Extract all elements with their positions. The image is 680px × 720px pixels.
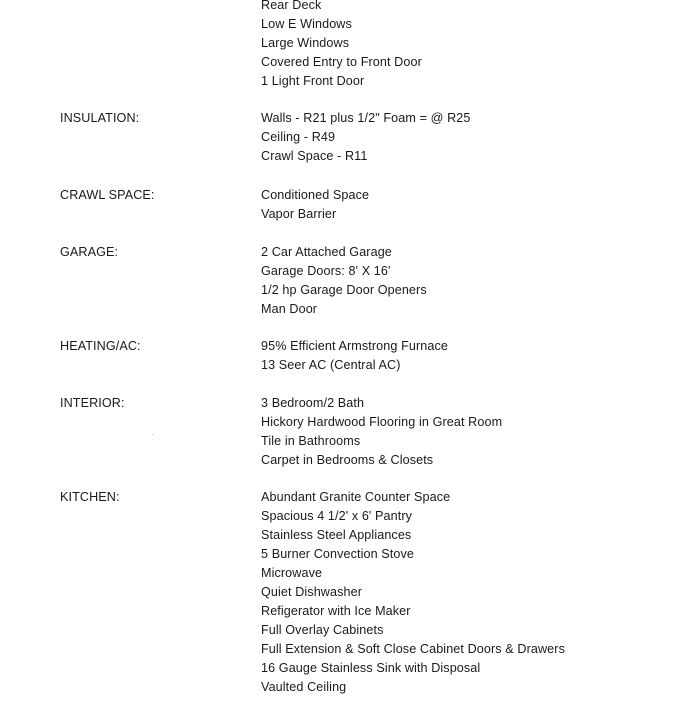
feature-item: Man Door bbox=[261, 302, 318, 316]
feature-item: Hickory Hardwood Flooring in Great Room bbox=[261, 415, 503, 429]
feature-item: Quiet Dishwasher bbox=[261, 585, 362, 599]
feature-list bbox=[261, 488, 565, 697]
section-label: INTERIOR: bbox=[60, 396, 125, 410]
feature-item: Stainless Steel Appliances bbox=[261, 528, 412, 542]
section-label: HEATING/AC: bbox=[60, 339, 141, 353]
feature-item: 95% Efficient Armstrong Furnace bbox=[261, 339, 448, 353]
feature-item: 2 Car Attached Garage bbox=[261, 245, 392, 259]
feature-item: 13 Seer AC (Central AC) bbox=[261, 358, 401, 372]
feature-list bbox=[261, 337, 448, 375]
feature-item: Conditioned Space bbox=[261, 188, 370, 202]
feature-item: Full Overlay Cabinets bbox=[261, 623, 384, 637]
scan-speck bbox=[152, 434, 153, 435]
feature-item: Refigerator with Ice Maker bbox=[261, 604, 411, 618]
feature-item: 3 Bedroom/2 Bath bbox=[261, 396, 365, 410]
section-label: INSULATION: bbox=[60, 111, 140, 125]
feature-list bbox=[261, 0, 422, 91]
section-label: KITCHEN: bbox=[60, 490, 120, 504]
feature-item: Rear Deck bbox=[261, 0, 322, 12]
feature-item: Vaulted Ceiling bbox=[261, 680, 347, 694]
feature-item: Carpet in Bedrooms & Closets bbox=[261, 453, 434, 467]
feature-item: 5 Burner Convection Stove bbox=[261, 547, 415, 561]
section-label: CRAWL SPACE: bbox=[60, 188, 155, 202]
feature-list bbox=[261, 243, 427, 319]
feature-list bbox=[261, 394, 502, 470]
feature-item: Microwave bbox=[261, 566, 323, 580]
feature-item: 16 Gauge Stainless Sink with Disposal bbox=[261, 661, 481, 675]
feature-item: Low E Windows bbox=[261, 17, 352, 31]
section-label: GARAGE: bbox=[60, 245, 119, 259]
feature-item: 1 Light Front Door bbox=[261, 74, 365, 88]
feature-list bbox=[261, 186, 369, 224]
feature-list bbox=[261, 109, 471, 166]
feature-item: Garage Doors: 8' X 16' bbox=[261, 264, 391, 278]
feature-item: Vapor Barrier bbox=[261, 207, 337, 221]
feature-item: 1/2 hp Garage Door Openers bbox=[261, 283, 427, 297]
feature-item: Full Extension & Soft Close Cabinet Doors & Drawers bbox=[261, 642, 565, 656]
feature-item: Spacious 4 1/2' x 6' Pantry bbox=[261, 509, 413, 523]
feature-item: Large Windows bbox=[261, 36, 350, 50]
feature-item: Walls - R21 plus 1/2" Foam = @ R25 bbox=[261, 111, 471, 125]
feature-item: Crawl Space - R11 bbox=[261, 149, 368, 163]
feature-item: Covered Entry to Front Door bbox=[261, 55, 422, 69]
feature-item: Ceiling - R49 bbox=[261, 130, 336, 144]
feature-item: Abundant Granite Counter Space bbox=[261, 490, 451, 504]
feature-item: Tile in Bathrooms bbox=[261, 434, 361, 448]
